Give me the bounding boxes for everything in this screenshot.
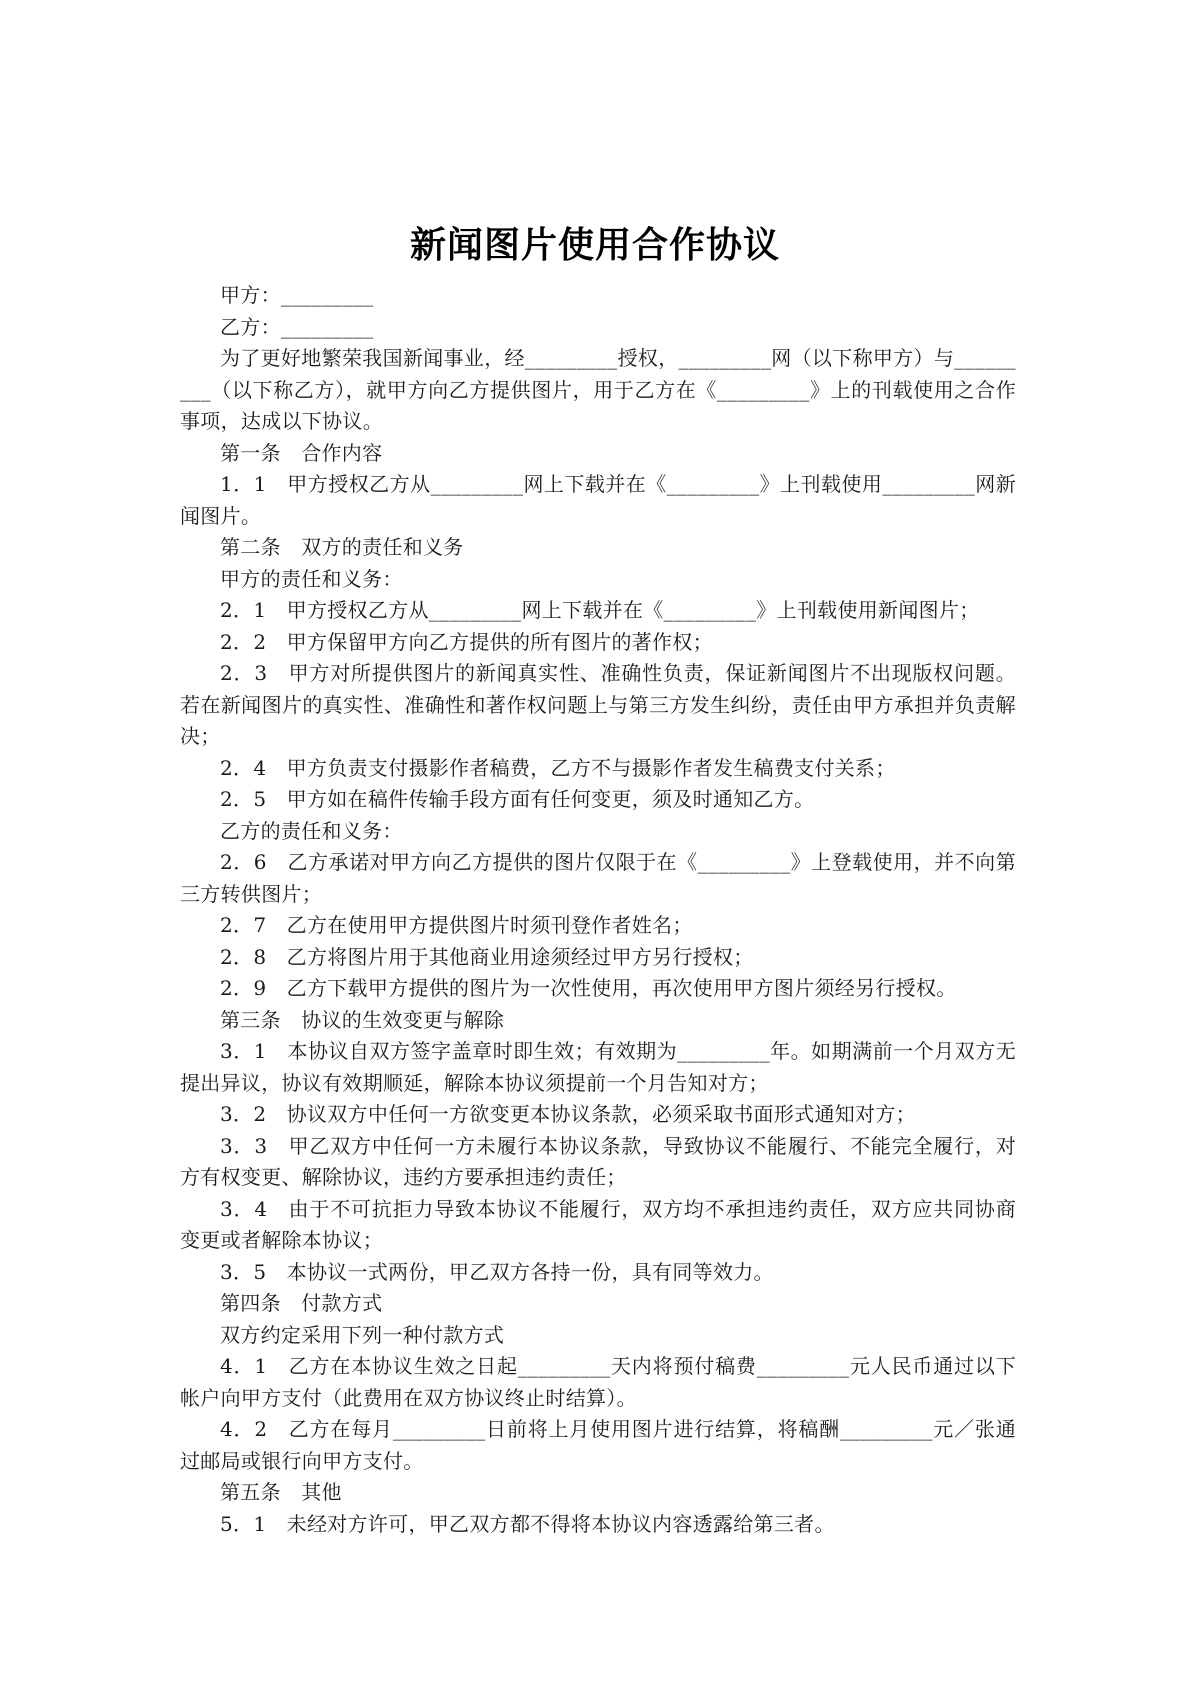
clause-paragraph: 3．5 本协议一式两份，甲乙双方各持一份，具有同等效力。	[220, 1259, 774, 1284]
clause-paragraph: 3．4 由于不可抗拒力导致本协议不能履行，双方均不承担违约责任，双方应共同协商变更或者解除本协议；	[180, 1196, 1016, 1252]
clause-paragraph: 2．4 甲方负责支付摄影作者稿费，乙方不与摄影作者发生稿费支付关系；	[220, 755, 896, 780]
article-heading: 第一条 合作内容	[220, 440, 383, 465]
clause-paragraph: 4．1 乙方在本协议生效之日起_________天内将预付稿费_________元人民币通过以下帐户向甲方支付（此费用在双方协议终止时结算）。	[180, 1354, 1016, 1410]
clause-paragraph: 2．6 乙方承诺对甲方向乙方提供的图片仅限于在《_________》上登载使用，并不向第三方转供图片；	[180, 850, 1016, 906]
clause-paragraph: 3．3 甲乙双方中任何一方未履行本协议条款，导致协议不能履行、不能完全履行，对方有权变更、解除协议，违约方要承担违约责任；	[180, 1133, 1016, 1189]
clause-paragraph: 4．2 乙方在每月_________日前将上月使用图片进行结算，将稿酬_________元／张通过邮局或银行向甲方支付。	[180, 1417, 1016, 1473]
clause-paragraph: 2．1 甲方授权乙方从_________网上下载并在《_________》上刊载使用新闻图片；	[220, 598, 980, 622]
clause-paragraph: 2．2 甲方保留甲方向乙方提供的所有图片的著作权；	[220, 629, 713, 654]
clause-paragraph: 5．1 未经对方许可，甲乙双方都不得将本协议内容透露给第三者。	[220, 1511, 835, 1536]
sub-heading: 乙方的责任和义务：	[220, 818, 403, 843]
clause-paragraph: 2．5 甲方如在稿件传输手段方面有任何变更，须及时通知乙方。	[220, 787, 815, 811]
document-title: 新闻图片使用合作协议	[409, 224, 780, 267]
clause-paragraph: 2．3 甲方对所提供图片的新闻真实性、准确性负责，保证新闻图片不出现版权问题。若在新闻图片的真实性、准确性和著作权问题上与第三方发生纠纷，责任由甲方承担并负责解决；	[180, 661, 1016, 748]
preamble-paragraph: 为了更好地繁荣我国新闻事业，经_________授权，_________网（以下称甲方）与_________（以下称乙方），就甲方向乙方提供图片，用于乙方在《_________》上的刊载使用之合作事项，达成以下协议。	[180, 346, 1016, 433]
clause-paragraph: 3．1 本协议自双方签字盖章时即生效；有效期为_________年。如期满前一个月双方无提出异议，协议有效期顺延，解除本协议须提前一个月告知对方；	[180, 1039, 1016, 1095]
article-heading: 第五条 其他	[220, 1480, 342, 1504]
sub-heading: 双方约定采用下列一种付款方式	[220, 1322, 505, 1347]
party-b-line: 乙方：_________	[220, 314, 374, 339]
document-body	[180, 280, 1016, 1540]
clause-paragraph: 1．1 甲方授权乙方从_________网上下载并在《_________》上刊载使用_________网新闻图片。	[180, 472, 1016, 528]
article-heading: 第四条 付款方式	[220, 1291, 383, 1315]
party-a-line: 甲方：_________	[220, 283, 374, 307]
clause-paragraph: 2．7 乙方在使用甲方提供图片时须刊登作者姓名；	[220, 913, 693, 937]
sub-heading: 甲方的责任和义务：	[220, 566, 403, 591]
article-heading: 第二条 双方的责任和义务	[220, 535, 464, 559]
clause-paragraph: 3．2 协议双方中任何一方欲变更本协议条款，必须采取书面形式通知对方；	[220, 1102, 916, 1126]
clause-paragraph: 2．8 乙方将图片用于其他商业用途须经过甲方另行授权；	[220, 944, 754, 969]
article-heading: 第三条 协议的生效变更与解除	[220, 1007, 505, 1032]
clause-paragraph: 2．9 乙方下载甲方提供的图片为一次性使用，再次使用甲方图片须经另行授权。	[220, 976, 957, 1000]
